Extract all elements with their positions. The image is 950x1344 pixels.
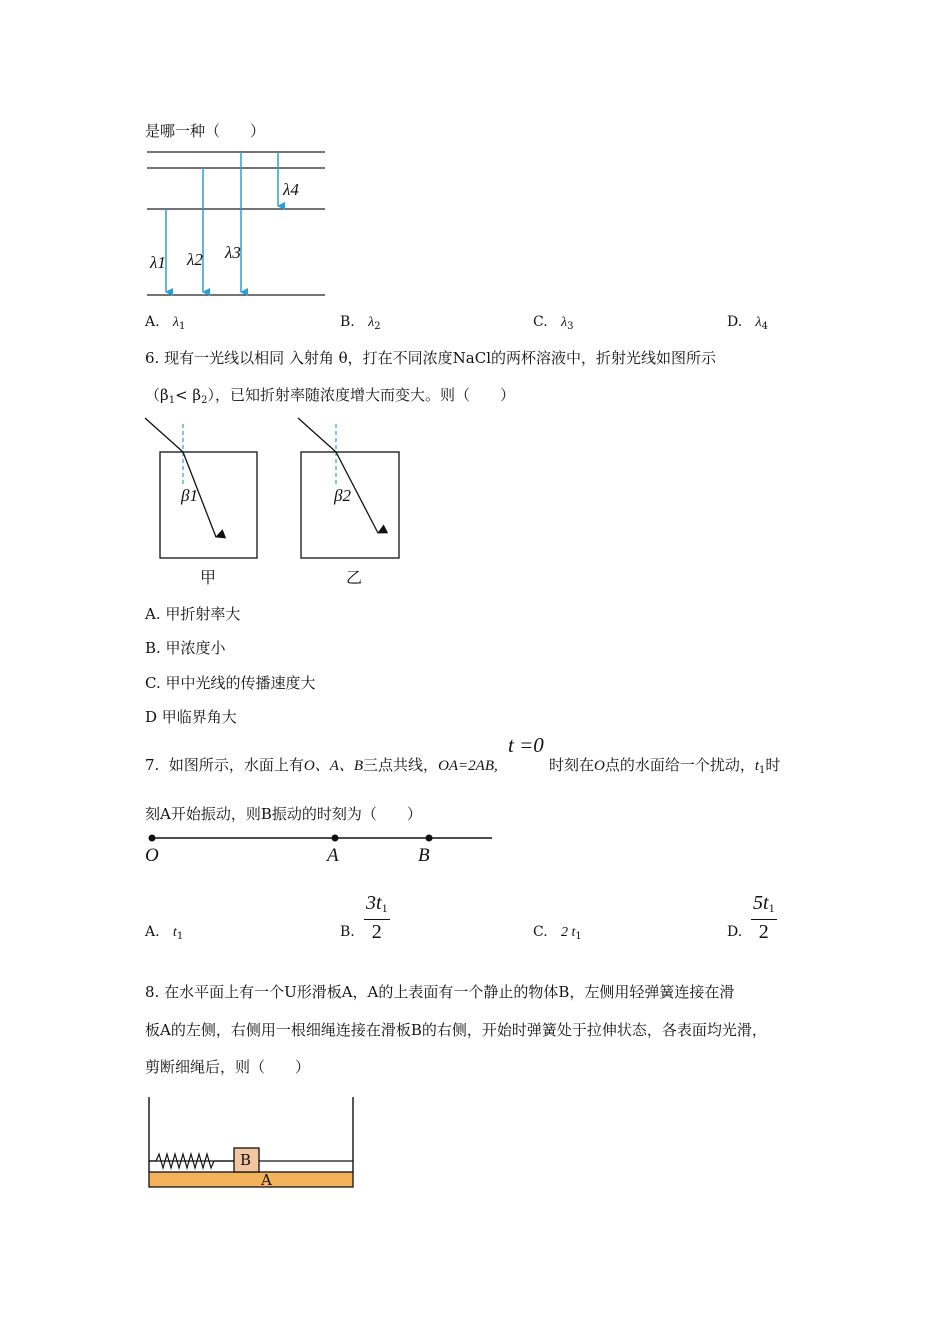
q7-option-d-letter[interactable]: D. (727, 924, 743, 940)
q8-stem-line3: 剪断细绳后，则（ ） (145, 1058, 311, 1076)
q7-option-b-fraction[interactable]: $\frac{3t1}{2}$ (366, 892, 388, 943)
q7-t-zero: t =0 (508, 733, 544, 757)
board-a (149, 1172, 353, 1187)
q5-option-b[interactable]: B. $\lambda_2$ (340, 314, 381, 332)
label-lambda2: λ2 (187, 250, 203, 269)
q8-stem-line1: 8. 在水平面上有一个U形滑板A，A的上表面有一个静止的物体B，左侧用轻弹簧连接在滑 (145, 983, 735, 1001)
label-point-o: O (145, 845, 159, 866)
q6-option-b[interactable]: B. 甲浓度小 (145, 639, 226, 657)
label-lambda3: λ3 (225, 243, 241, 262)
q7-stem-line1: 7. 如图所示，水面上有O、A、B三点共线，OA=2AB, (145, 756, 498, 774)
q6-stem-line1: 6. 现有一光线以相同 入射角 θ，打在不同浓度NaCl的两杯溶液中，折射光线如图所示 (145, 349, 716, 367)
label-jia: 甲 (200, 568, 217, 587)
label-board-a: A (261, 1171, 272, 1189)
q6-stem-line2: $(\beta_1< \beta_2)$，已知折射率随浓度增大而变大。则（ ） (145, 386, 515, 406)
label-beta1: β1 (181, 486, 198, 505)
q5-stem-tail: 是哪一种（ ） (145, 122, 266, 140)
q8-stem-line2: 板A的左侧，右侧用一根细绳连接在滑板B的右侧，开始时弹簧处于拉伸状态，各表面均光滑， (145, 1021, 767, 1039)
q7-option-c[interactable]: C. 2 $t_1$ (533, 924, 582, 942)
q6-option-a[interactable]: A. 甲折射率大 (145, 605, 241, 623)
q7-stem-line2: 刻A开始振动，则B振动的时刻为（ ） (145, 805, 422, 823)
q5-option-a[interactable]: A. $\lambda_1$ (145, 314, 186, 332)
label-point-b: B (418, 845, 430, 866)
q5-option-d[interactable]: D. $\lambda_4$ (727, 314, 768, 332)
label-lambda4: λ4 (283, 180, 299, 199)
q6-option-d[interactable]: D 甲临界角大 (145, 708, 237, 726)
q6-option-c[interactable]: C. 甲中光线的传播速度大 (145, 674, 316, 692)
label-yi: 乙 (346, 568, 363, 587)
q7-option-d-fraction[interactable]: $\frac{5t1}{2}$ (753, 892, 775, 943)
q7-stem-line1-cont: 时刻在O点的水面给一个扰动，$t_1$时 (549, 756, 781, 776)
label-point-a: A (327, 845, 339, 866)
q7-option-b-letter[interactable]: B. (340, 924, 355, 940)
label-lambda1: λ1 (150, 253, 166, 272)
label-beta2: β2 (334, 486, 351, 505)
q5-option-c[interactable]: C. $\lambda_3$ (533, 314, 574, 332)
label-block-b: B (240, 1151, 252, 1169)
q7-option-a[interactable]: A. $t_1$ (145, 924, 184, 942)
